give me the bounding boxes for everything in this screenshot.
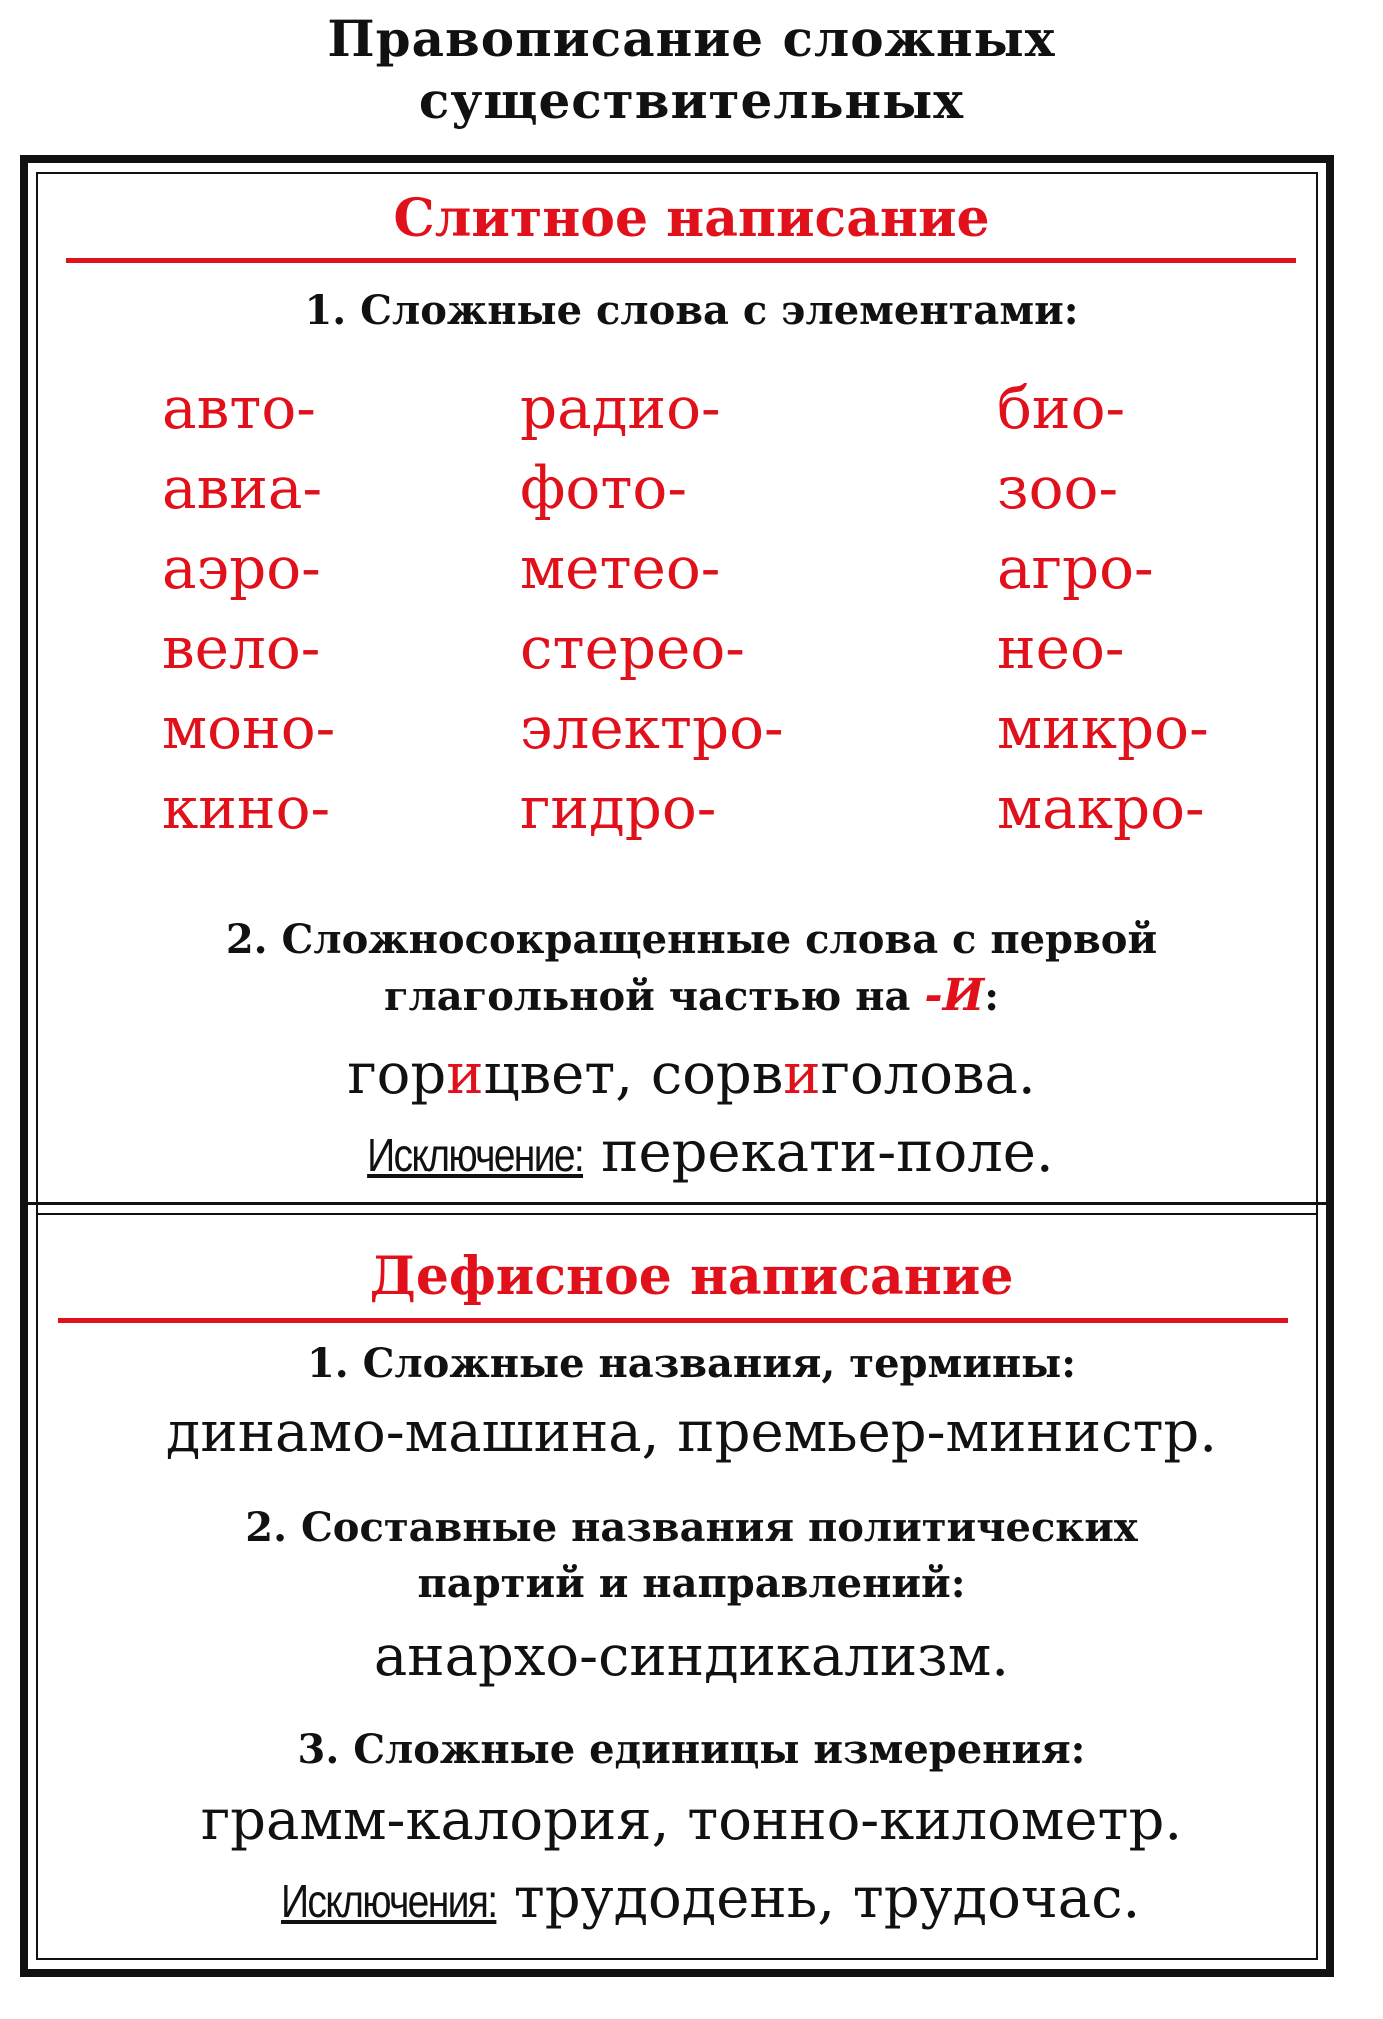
hyphen-rule-2-line-2: партий и направлений: [417, 1560, 966, 1607]
example-word-part: голова. [820, 1042, 1036, 1107]
title-line-2: существительных [418, 71, 965, 130]
exception-label: Исключения: [280, 1875, 496, 1927]
prefix-item: радио- [520, 374, 721, 442]
exception-text: трудодень, трудочас. [496, 1866, 1141, 1931]
hyphen-rule-1: 1. Сложные названия, термины: [306, 1340, 1077, 1387]
prefix-item: аэро- [162, 534, 321, 602]
prefix-item: кино- [162, 774, 331, 842]
hyphen-rule-2-line-1: 2. Составные названия политических [245, 1504, 1138, 1551]
prefix-column-2 [520, 368, 784, 848]
prefix-item: нео- [997, 614, 1125, 682]
page-title [0, 8, 1383, 132]
fused-rule-2-line-2 [0, 968, 1383, 1025]
fused-rule-2 [0, 912, 1383, 1025]
example-word-part: сорв [650, 1042, 784, 1107]
hyphen-rule-3: 3. Сложные единицы измерения: [297, 1726, 1086, 1773]
fused-rule-2-line-1: 2. Сложносокращенные слова с первой [225, 916, 1158, 963]
prefix-item: электро- [520, 694, 784, 762]
exception-text: перекати-поле. [583, 1120, 1054, 1185]
prefix-item: фото- [520, 454, 687, 522]
hyphen-example-2: анархо-синдикализм. [373, 1624, 1010, 1689]
hyphen-exception [0, 1864, 1383, 1936]
section-divider [22, 1202, 1332, 1205]
prefix-column-3 [997, 368, 1209, 848]
connecting-vowel: и [783, 1042, 821, 1107]
prefix-item: гидро- [520, 774, 717, 842]
hyphen-heading: Дефисное написание [369, 1246, 1014, 1307]
prefix-item: био- [997, 374, 1126, 442]
title-line-1: Правописание сложных [327, 9, 1056, 68]
fused-heading-underline [66, 258, 1296, 263]
fused-example-2 [0, 1040, 1383, 1110]
prefix-item: стерео- [520, 614, 745, 682]
prefix-item: зоо- [997, 454, 1119, 522]
example-word-part: гор [347, 1042, 447, 1107]
prefix-item: авто- [162, 374, 316, 442]
hyphen-heading-underline [58, 1318, 1288, 1323]
prefix-item: моно- [162, 694, 336, 762]
suffix-i: -И [924, 970, 985, 1021]
fused-rule-1: 1. Сложные слова с элементами: [304, 287, 1079, 334]
example-word-part: цвет, [483, 1042, 651, 1107]
hyphen-rule-2 [0, 1500, 1383, 1612]
fused-heading: Слитное написание [393, 188, 990, 249]
fused-rule-2-colon: : [984, 973, 999, 1020]
prefix-item: вело- [162, 614, 321, 682]
prefix-item: микро- [997, 694, 1209, 762]
prefix-item: метео- [520, 534, 721, 602]
prefix-item: макро- [997, 774, 1205, 842]
hyphen-example-3: грамм-калория, тонно-километр. [200, 1788, 1183, 1853]
prefix-column-1 [162, 368, 335, 848]
exception-label: Исключение: [367, 1129, 584, 1181]
prefix-item: агро- [997, 534, 1154, 602]
prefix-item: авиа- [162, 454, 323, 522]
hyphen-example-1: динамо-машина, премьер-министр. [165, 1400, 1218, 1465]
fused-rule-2-text: глагольной частью на [384, 973, 911, 1020]
connecting-vowel: и [446, 1042, 484, 1107]
fused-exception [0, 1118, 1383, 1190]
section-divider-inner [36, 1213, 1318, 1215]
